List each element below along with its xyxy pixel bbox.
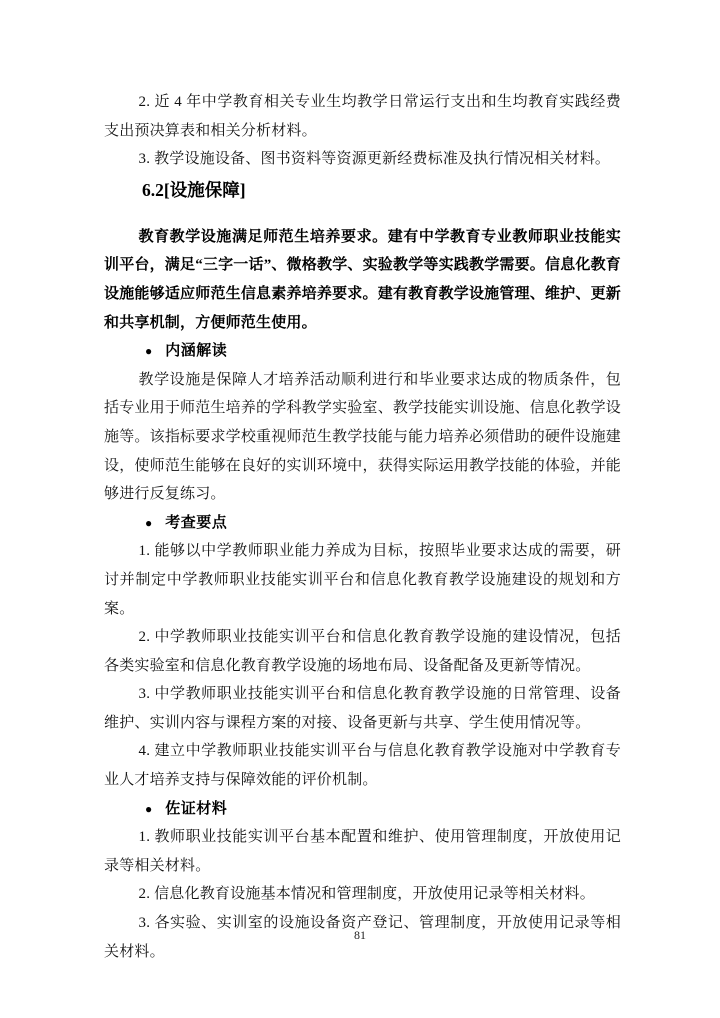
page-number: 81 xyxy=(354,928,366,942)
bullet-heading-key-points xyxy=(104,509,621,538)
numbered-paragraph: 3. 各实验、实训室的设施设备资产登记、管理制度，开放使用记录等相关材料。 xyxy=(104,915,621,960)
numbered-paragraph: 3. 中学教师职业技能实训平台和信息化教育教学设施的日常管理、设备维护、实训内容与课程方案的对接、设备更新与共享、学生使用情况等。 xyxy=(104,686,621,731)
numbered-paragraph: 4. 建立中学教师职业技能实训平台与信息化教育教学设施对中学教育专业人才培养支持与保障效能的评价机制。 xyxy=(104,743,621,789)
section-paragraph: 教学设施是保障人才培养活动顺利进行和毕业要求达成的物质条件，包括专业用于师范生培养的学科教学实验室、教学技能实训设施、信息化教学设施等。该指标要求学校重视师范生教学技能与能力培养必须借助的硬件设施建设，使师范生能够在良好的实训环境中，获得实际运用教学技能的体验，并能够进行反复练习。 xyxy=(104,371,621,503)
bullet-icon: ● xyxy=(145,515,153,530)
numbered-paragraph: 1. 能够以中学教师职业能力养成为目标，按照毕业要求达成的需要，研讨并制定中学教师职业技能实训平台和信息化教育教学设施建设的规划和方案。 xyxy=(104,543,621,617)
numbered-paragraph: 1. 教师职业技能实训平台基本配置和维护、使用管理制度，开放使用记录等相关材料。 xyxy=(104,829,621,874)
bullet-icon: ● xyxy=(145,801,153,816)
bullet-heading-connotation xyxy=(104,337,621,366)
bullet-icon: ● xyxy=(145,344,153,359)
section-heading: 6.2[设施保障] xyxy=(142,179,246,200)
numbered-paragraph: 2. 中学教师职业技能实训平台和信息化教育教学设施的建设情况，包括各类实验室和信息化教育教学设施的场地布局、设备配备及更新等情况。 xyxy=(104,629,621,674)
bullet-heading-label: 内涵解读 xyxy=(165,343,228,360)
bullet-heading-label: 佐证材料 xyxy=(165,800,228,817)
document-content xyxy=(104,88,621,966)
numbered-paragraph: 2. 信息化教育设施基本情况和管理制度，开放使用记录等相关材料。 xyxy=(138,886,595,903)
bullet-heading-supporting-materials xyxy=(104,795,621,824)
bullet-heading-label: 考查要点 xyxy=(165,514,228,531)
numbered-paragraph: 2. 近 4 年中学教育相关专业生均教学日常运行支出和生均教育实践经费支出预决算表和相关分析材料。 xyxy=(104,94,621,139)
section-intro-paragraph: 教育教学设施满足师范生培养要求。建有中学教育专业教师职业技能实训平台，满足“三字一话”、微格教学、实验教学等实践教学需要。信息化教育设施能够适应师范生信息素养培养要求。建有教育教学设施管理、维护、更新和共享机制，方便师范生使用。 xyxy=(104,228,622,331)
numbered-paragraph: 3. 教学设施设备、图书资料等资源更新经费标准及执行情况相关材料。 xyxy=(138,151,611,168)
